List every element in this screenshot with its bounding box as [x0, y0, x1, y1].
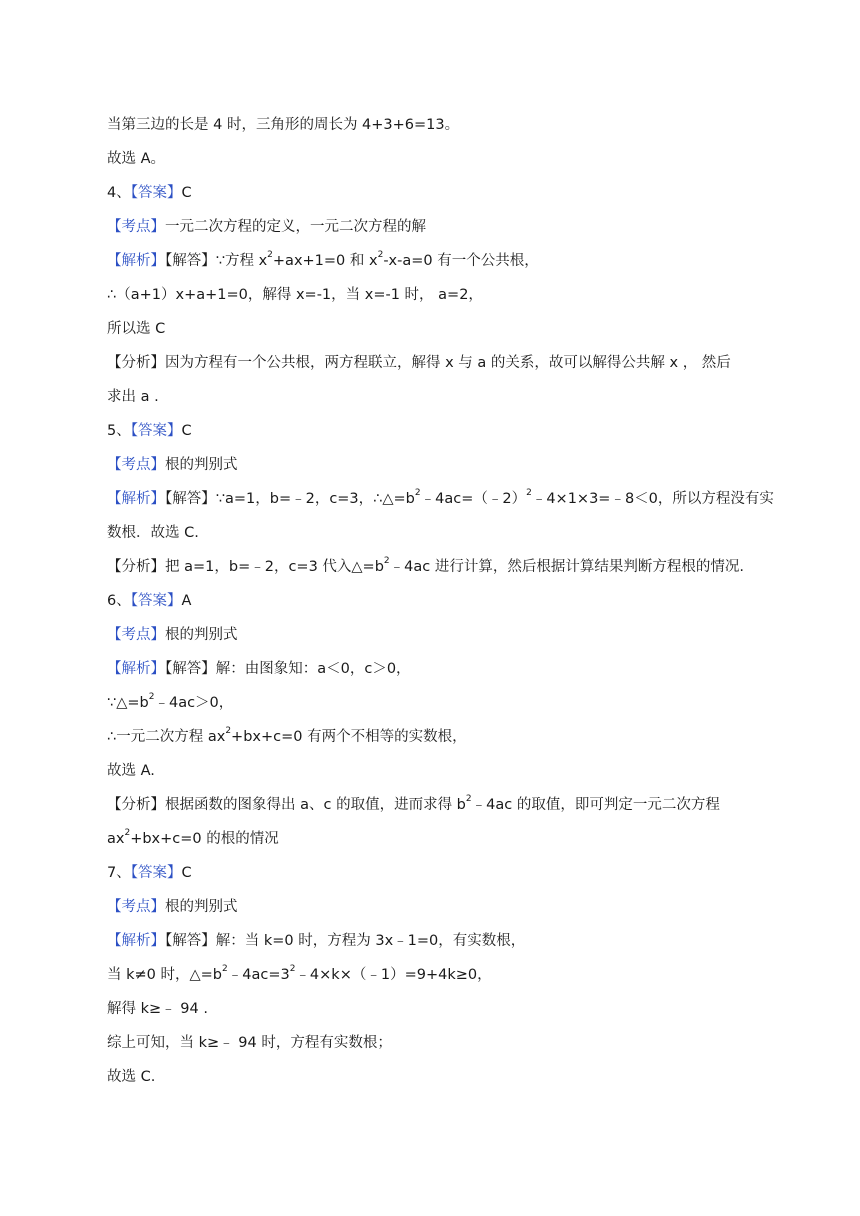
- superscript: 2: [526, 488, 532, 499]
- text-segment: 解得 k≥﹣ 94 .: [107, 1001, 208, 1017]
- section-label: 【解析】: [107, 253, 165, 269]
- text-segment: 根的判别式: [165, 457, 238, 473]
- text-segment: -x-a=0 有一个公共根，: [383, 253, 539, 269]
- text-segment: 7、: [107, 865, 131, 881]
- text-line: [107, 244, 757, 278]
- section-label: 【解析】: [107, 933, 165, 949]
- text-line: [107, 278, 757, 312]
- text-segment: 【解答】解：当 k=0 时，方程为 3x﹣1=0，有实数根，: [165, 933, 526, 949]
- text-line: [107, 448, 757, 482]
- text-segment: ∵△=b: [107, 695, 149, 711]
- superscript: 2: [289, 964, 296, 975]
- text-line: [107, 380, 757, 414]
- text-segment: 根的判别式: [165, 899, 238, 915]
- superscript: 2: [124, 828, 131, 839]
- text-segment: 【分析】因为方程有一个公共根，两方程联立，解得 x 与 a 的关系，故可以解得公共解 x ， 然后: [107, 355, 731, 371]
- text-segment: +ax+1=0 和 x: [272, 253, 378, 269]
- text-line: [107, 856, 757, 890]
- text-line: [107, 210, 757, 244]
- text-segment: ax: [107, 831, 125, 847]
- text-line: [107, 652, 757, 686]
- text-line: [107, 516, 757, 550]
- text-segment: 一元二次方程的定义，一元二次方程的解: [165, 219, 426, 235]
- text-segment: 故选 C.: [107, 1069, 156, 1085]
- text-line: [107, 822, 757, 856]
- text-line: [107, 754, 757, 788]
- text-segment: ﹣4×1×3=﹣8＜0，所以方程没有实: [531, 491, 774, 507]
- section-label: 【答案】: [130, 423, 182, 439]
- superscript: 2: [414, 488, 421, 499]
- section-label: 【考点】: [107, 457, 165, 473]
- text-line: [107, 686, 757, 720]
- text-line: [107, 414, 757, 448]
- text-line: [107, 1060, 757, 1094]
- text-segment: 【解答】∵a=1，b=﹣2，c=3，∴△=b: [165, 491, 415, 507]
- text-segment: ﹣4ac 的取值，即可判定一元二次方程: [471, 797, 720, 813]
- superscript: 2: [225, 726, 232, 737]
- text-segment: +bx+c=0 有两个不相等的实数根，: [231, 729, 467, 745]
- section-label: 【答案】: [130, 593, 182, 609]
- text-line: [107, 992, 757, 1026]
- text-segment: A: [181, 593, 192, 609]
- text-segment: 求出 a .: [107, 389, 159, 405]
- text-segment: ﹣4ac=3: [227, 967, 290, 983]
- text-segment: 【解答】解：由图象知：a＜0，c＞0，: [165, 661, 411, 677]
- section-label: 【解析】: [107, 661, 165, 677]
- text-line: [107, 890, 757, 924]
- superscript: 2: [222, 964, 228, 975]
- text-segment: ﹣4ac＞0，: [154, 695, 234, 711]
- text-line: [107, 482, 774, 516]
- text-segment: 5、: [107, 423, 131, 439]
- document-page: [107, 108, 774, 1094]
- text-segment: 综上可知，当 k≥﹣ 94 时，方程有实数根；: [107, 1035, 392, 1051]
- text-segment: 4、: [107, 185, 131, 201]
- section-label: 【答案】: [130, 865, 182, 881]
- text-segment: 当第三边的长是 4 时，三角形的周长为 4+3+6=13。: [107, 117, 460, 133]
- text-line: [107, 924, 757, 958]
- section-label: 【考点】: [107, 219, 165, 235]
- section-label: 【解析】: [107, 491, 165, 507]
- text-segment: 【分析】根据函数的图象得出 a、c 的取值，进而求得 b: [107, 797, 466, 813]
- text-segment: +bx+c=0 的根的情况: [130, 831, 279, 847]
- superscript: 2: [377, 250, 384, 261]
- text-segment: 6、: [107, 593, 131, 609]
- text-line: [107, 788, 757, 822]
- text-segment: ﹣4ac 进行计算，然后根据计算结果判断方程根的情况.: [389, 559, 744, 575]
- text-segment: 所以选 C: [107, 321, 166, 337]
- text-line: [107, 1026, 757, 1060]
- text-segment: ﹣4ac=（﹣2）: [420, 491, 527, 507]
- text-segment: C: [181, 185, 192, 201]
- text-segment: 故选 A。: [107, 151, 166, 167]
- superscript: 2: [383, 556, 390, 567]
- section-label: 【考点】: [107, 899, 165, 915]
- text-line: [107, 958, 757, 992]
- text-segment: ∴一元二次方程 ax: [107, 729, 226, 745]
- text-line: [107, 550, 757, 584]
- text-segment: C: [181, 423, 192, 439]
- text-segment: 【解答】∵方程 x: [165, 253, 268, 269]
- section-label: 【考点】: [107, 627, 165, 643]
- superscript: 2: [267, 250, 273, 261]
- text-segment: 故选 A.: [107, 763, 155, 779]
- text-segment: 数根．故选 C.: [107, 525, 199, 541]
- text-segment: ∴（a+1）x+a+1=0，解得 x=-1，当 x=-1 时， a=2，: [107, 287, 483, 303]
- text-segment: C: [181, 865, 192, 881]
- text-segment: 当 k≠0 时，△=b: [107, 967, 222, 983]
- text-line: [107, 108, 757, 142]
- superscript: 2: [148, 692, 155, 703]
- section-label: 【答案】: [130, 185, 182, 201]
- text-line: [107, 584, 757, 618]
- text-line: [107, 176, 757, 210]
- text-line: [107, 312, 757, 346]
- text-segment: ﹣4×k×（﹣1）=9+4k≥0，: [295, 967, 492, 983]
- text-segment: 【分析】把 a=1，b=﹣2，c=3 代入△=b: [107, 559, 384, 575]
- text-line: [107, 618, 757, 652]
- text-line: [107, 346, 757, 380]
- text-segment: 根的判别式: [165, 627, 238, 643]
- text-line: [107, 720, 757, 754]
- superscript: 2: [465, 794, 472, 805]
- text-line: [107, 142, 757, 176]
